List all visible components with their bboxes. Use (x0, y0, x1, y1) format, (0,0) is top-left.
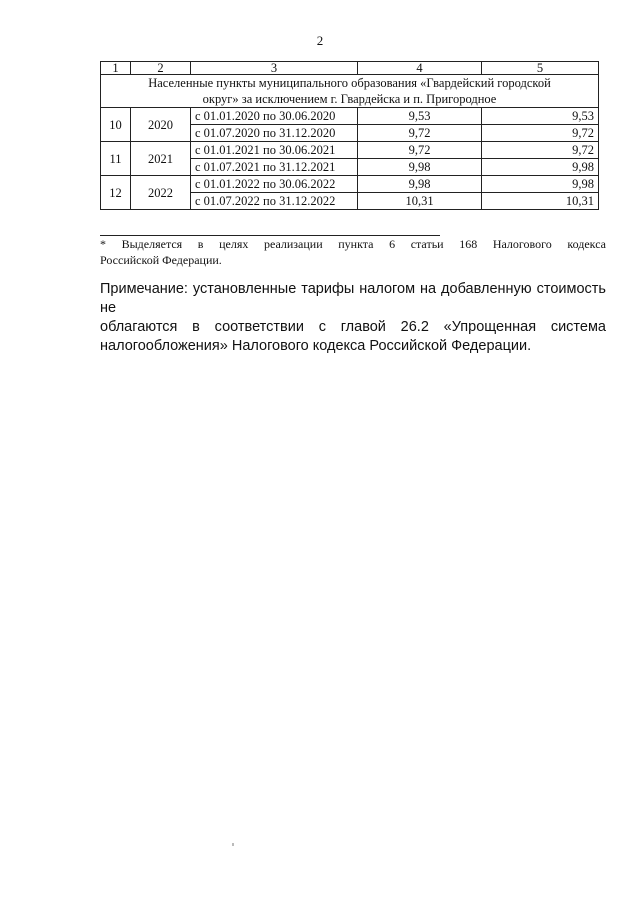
row-year: 2021 (131, 142, 191, 176)
section-title (101, 75, 599, 108)
row-tariff-col5: 9,72 (482, 125, 599, 142)
row-year: 2022 (131, 176, 191, 210)
section-title-row (101, 75, 599, 108)
section-title-line-2: округ» за исключением г. Гвардейска и п. Пригородное (202, 92, 497, 106)
row-period: с 01.01.2022 по 30.06.2022 (191, 176, 358, 193)
row-period: с 01.07.2022 по 31.12.2022 (191, 193, 358, 210)
row-tariff-col4: 9,72 (358, 125, 482, 142)
row-number: 10 (101, 108, 131, 142)
row-number: 12 (101, 176, 131, 210)
row-tariff-col5: 9,53 (482, 108, 599, 125)
header-col-2: 2 (131, 62, 191, 75)
note-paragraph (100, 280, 606, 356)
page-number: 2 (316, 33, 324, 48)
row-period: с 01.01.2020 по 30.06.2020 (191, 108, 358, 125)
header-col-4: 4 (358, 62, 482, 75)
row-tariff-col4: 9,53 (358, 108, 482, 125)
section-title-line-1: Населенные пункты муниципального образования «Гвардейский городской (148, 76, 551, 90)
note-line-1: Примечание: установленные тарифы налогом на добавленную стоимость не (100, 281, 606, 316)
table-row (101, 176, 599, 193)
row-year: 2020 (131, 108, 191, 142)
tariff-table (100, 61, 599, 210)
note-line-3: налогообложения» Налогового кодекса Российской Федерации. (100, 338, 532, 354)
row-tariff-col4: 9,72 (358, 142, 482, 159)
table-header-row (101, 62, 599, 75)
row-period: с 01.01.2021 по 30.06.2021 (191, 142, 358, 159)
header-col-1: 1 (101, 62, 131, 75)
table-row (101, 108, 599, 125)
row-tariff-col5: 9,72 (482, 142, 599, 159)
header-col-3: 3 (191, 62, 358, 75)
row-tariff-col4: 9,98 (358, 159, 482, 176)
row-tariff-col4: 10,31 (358, 193, 482, 210)
footnote-line-2: Российской Федерации. (100, 253, 222, 267)
footnote-line-1: * Выделяется в целях реализации пункта 6 статьи 168 Налогового кодекса (100, 237, 606, 251)
row-period: с 01.07.2020 по 31.12.2020 (191, 125, 358, 142)
row-period: с 01.07.2021 по 31.12.2021 (191, 159, 358, 176)
scan-speck (232, 843, 234, 846)
row-tariff-col5: 9,98 (482, 176, 599, 193)
row-number: 11 (101, 142, 131, 176)
footnote (100, 236, 606, 268)
row-tariff-col5: 9,98 (482, 159, 599, 176)
row-tariff-col5: 10,31 (482, 193, 599, 210)
table-row (101, 142, 599, 159)
row-tariff-col4: 9,98 (358, 176, 482, 193)
header-col-5: 5 (482, 62, 599, 75)
note-line-2: облагаются в соответствии с главой 26.2 «Упрощенная система (100, 319, 606, 335)
